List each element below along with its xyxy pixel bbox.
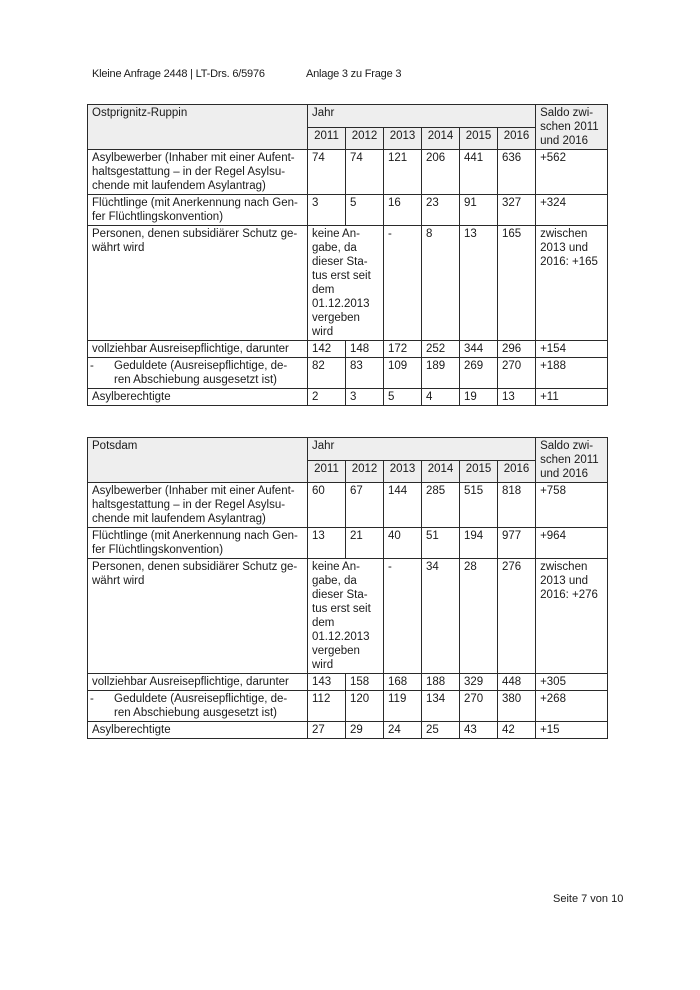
value-cell: 42 bbox=[498, 722, 536, 739]
row-label: Asylbewerber (Inhaber mit einer Aufent-haltsgestattung – in der Regel Asylsu-chende mit laufendem Asylantrag) bbox=[88, 483, 308, 528]
value-cell: 515 bbox=[460, 483, 498, 528]
value-cell: 270 bbox=[498, 358, 536, 389]
saldo-header: Saldo zwi-schen 2011 und 2016 bbox=[536, 438, 608, 483]
value-cell: 3 bbox=[346, 389, 384, 406]
value-cell: 5 bbox=[384, 389, 422, 406]
year-cell: 2012 bbox=[346, 460, 384, 483]
value-cell: 83 bbox=[346, 358, 384, 389]
value-cell: 3 bbox=[308, 195, 346, 226]
value-cell: 148 bbox=[346, 341, 384, 358]
value-cell: 441 bbox=[460, 150, 498, 195]
row-label-text: Geduldete (Ausreisepflichtige, de-ren Abschiebung ausgesetzt ist) bbox=[114, 693, 288, 720]
value-cell: 29 bbox=[346, 722, 384, 739]
value-cell: 4 bbox=[422, 389, 460, 406]
value-cell: 60 bbox=[308, 483, 346, 528]
value-cell: 252 bbox=[422, 341, 460, 358]
year-cell: 2011 bbox=[308, 127, 346, 150]
merged-note-cell bbox=[308, 226, 384, 341]
value-cell: 5 bbox=[346, 195, 384, 226]
document-header-right: Anlage 3 zu Frage 3 bbox=[306, 68, 402, 80]
bullet-dash: - bbox=[90, 693, 94, 706]
value-cell: 276 bbox=[498, 559, 536, 674]
value-cell: 143 bbox=[308, 674, 346, 691]
value-cell: 40 bbox=[384, 528, 422, 559]
table-ostprignitz-ruppin bbox=[87, 104, 608, 406]
table-row bbox=[88, 389, 608, 406]
table-potsdam bbox=[87, 437, 608, 739]
value-cell: 109 bbox=[384, 358, 422, 389]
value-cell: 43 bbox=[460, 722, 498, 739]
merged-note: keine An-gabe, da dieser Sta-tus erst seit dem 01.12.2013 vergeben wird bbox=[312, 228, 371, 339]
row-label bbox=[88, 691, 308, 722]
saldo-cell: +964 bbox=[536, 528, 608, 559]
value-cell: 28 bbox=[460, 559, 498, 674]
value-cell: 82 bbox=[308, 358, 346, 389]
value-cell: 119 bbox=[384, 691, 422, 722]
row-label: vollziehbar Ausreisepflichtige, darunter bbox=[88, 341, 308, 358]
row-label: Personen, denen subsidiärer Schutz ge-währt wird bbox=[88, 559, 308, 674]
year-cell: 2012 bbox=[346, 127, 384, 150]
value-cell: 168 bbox=[384, 674, 422, 691]
value-cell: 23 bbox=[422, 195, 460, 226]
value-cell: 121 bbox=[384, 150, 422, 195]
value-cell: 51 bbox=[422, 528, 460, 559]
bullet-dash: - bbox=[90, 360, 94, 373]
year-header: Jahr bbox=[308, 105, 536, 128]
year-cell: 2013 bbox=[384, 127, 422, 150]
saldo-cell: zwischen 2013 und 2016: +165 bbox=[536, 226, 608, 341]
saldo-cell: +324 bbox=[536, 195, 608, 226]
year-cell: 2013 bbox=[384, 460, 422, 483]
saldo-cell: zwischen 2013 und 2016: +276 bbox=[536, 559, 608, 674]
value-cell: 120 bbox=[346, 691, 384, 722]
table-row bbox=[88, 528, 608, 559]
value-cell: - bbox=[384, 226, 422, 341]
table-row bbox=[88, 358, 608, 389]
value-cell: 296 bbox=[498, 341, 536, 358]
row-label bbox=[88, 358, 308, 389]
value-cell: 380 bbox=[498, 691, 536, 722]
saldo-cell: +562 bbox=[536, 150, 608, 195]
value-cell: 34 bbox=[422, 559, 460, 674]
year-cell: 2015 bbox=[460, 127, 498, 150]
table-row bbox=[88, 559, 608, 674]
year-cell: 2014 bbox=[422, 127, 460, 150]
year-header: Jahr bbox=[308, 438, 536, 461]
saldo-cell: +305 bbox=[536, 674, 608, 691]
value-cell: 91 bbox=[460, 195, 498, 226]
value-cell: 344 bbox=[460, 341, 498, 358]
value-cell: 24 bbox=[384, 722, 422, 739]
value-cell: 16 bbox=[384, 195, 422, 226]
value-cell: 74 bbox=[346, 150, 384, 195]
year-cell: 2016 bbox=[498, 460, 536, 483]
document-header-left: Kleine Anfrage 2448 | LT-Drs. 6/5976 bbox=[92, 68, 265, 80]
year-cell: 2016 bbox=[498, 127, 536, 150]
value-cell: 270 bbox=[460, 691, 498, 722]
value-cell: 172 bbox=[384, 341, 422, 358]
value-cell: 977 bbox=[498, 528, 536, 559]
table-row bbox=[88, 483, 608, 528]
saldo-cell: +154 bbox=[536, 341, 608, 358]
value-cell: 21 bbox=[346, 528, 384, 559]
value-cell: 206 bbox=[422, 150, 460, 195]
value-cell: 13 bbox=[308, 528, 346, 559]
value-cell: 329 bbox=[460, 674, 498, 691]
table-row bbox=[88, 226, 608, 341]
row-label: Flüchtlinge (mit Anerkennung nach Gen-fer Flüchtlingskonvention) bbox=[88, 528, 308, 559]
value-cell: - bbox=[384, 559, 422, 674]
value-cell: 269 bbox=[460, 358, 498, 389]
year-cell: 2014 bbox=[422, 460, 460, 483]
saldo-cell: +758 bbox=[536, 483, 608, 528]
table-row bbox=[88, 195, 608, 226]
saldo-header: Saldo zwi-schen 2011 und 2016 bbox=[536, 105, 608, 150]
value-cell: 158 bbox=[346, 674, 384, 691]
value-cell: 285 bbox=[422, 483, 460, 528]
table-row bbox=[88, 150, 608, 195]
value-cell: 165 bbox=[498, 226, 536, 341]
value-cell: 327 bbox=[498, 195, 536, 226]
value-cell: 818 bbox=[498, 483, 536, 528]
value-cell: 636 bbox=[498, 150, 536, 195]
value-cell: 142 bbox=[308, 341, 346, 358]
saldo-cell: +15 bbox=[536, 722, 608, 739]
table-row bbox=[88, 722, 608, 739]
value-cell: 144 bbox=[384, 483, 422, 528]
row-label: Asylbewerber (Inhaber mit einer Aufent-haltsgestattung – in der Regel Asylsu-chende mit laufendem Asylantrag) bbox=[88, 150, 308, 195]
saldo-cell: +11 bbox=[536, 389, 608, 406]
value-cell: 13 bbox=[460, 226, 498, 341]
value-cell: 27 bbox=[308, 722, 346, 739]
value-cell: 189 bbox=[422, 358, 460, 389]
value-cell: 134 bbox=[422, 691, 460, 722]
value-cell: 25 bbox=[422, 722, 460, 739]
value-cell: 194 bbox=[460, 528, 498, 559]
value-cell: 13 bbox=[498, 389, 536, 406]
table-row bbox=[88, 691, 608, 722]
value-cell: 112 bbox=[308, 691, 346, 722]
table-row bbox=[88, 341, 608, 358]
saldo-cell: +268 bbox=[536, 691, 608, 722]
saldo-cell: +188 bbox=[536, 358, 608, 389]
value-cell: 8 bbox=[422, 226, 460, 341]
value-cell: 188 bbox=[422, 674, 460, 691]
region-header: Ostprignitz-Ruppin bbox=[88, 105, 308, 150]
row-label: Asylberechtigte bbox=[88, 389, 308, 406]
merged-note-cell bbox=[308, 559, 384, 674]
value-cell: 2 bbox=[308, 389, 346, 406]
year-cell: 2011 bbox=[308, 460, 346, 483]
year-cell: 2015 bbox=[460, 460, 498, 483]
value-cell: 67 bbox=[346, 483, 384, 528]
row-label: vollziehbar Ausreisepflichtige, darunter bbox=[88, 674, 308, 691]
value-cell: 448 bbox=[498, 674, 536, 691]
region-header: Potsdam bbox=[88, 438, 308, 483]
row-label: Asylberechtigte bbox=[88, 722, 308, 739]
row-label: Personen, denen subsidiärer Schutz ge-währt wird bbox=[88, 226, 308, 341]
row-label: Flüchtlinge (mit Anerkennung nach Gen-fer Flüchtlingskonvention) bbox=[88, 195, 308, 226]
row-label-text: Geduldete (Ausreisepflichtige, de-ren Abschiebung ausgesetzt ist) bbox=[114, 360, 288, 387]
value-cell: 19 bbox=[460, 389, 498, 406]
value-cell: 74 bbox=[308, 150, 346, 195]
merged-note: keine An-gabe, da dieser Sta-tus erst seit dem 01.12.2013 vergeben wird bbox=[312, 561, 371, 672]
table-row bbox=[88, 674, 608, 691]
page-number: Seite 7 von 10 bbox=[553, 893, 624, 905]
